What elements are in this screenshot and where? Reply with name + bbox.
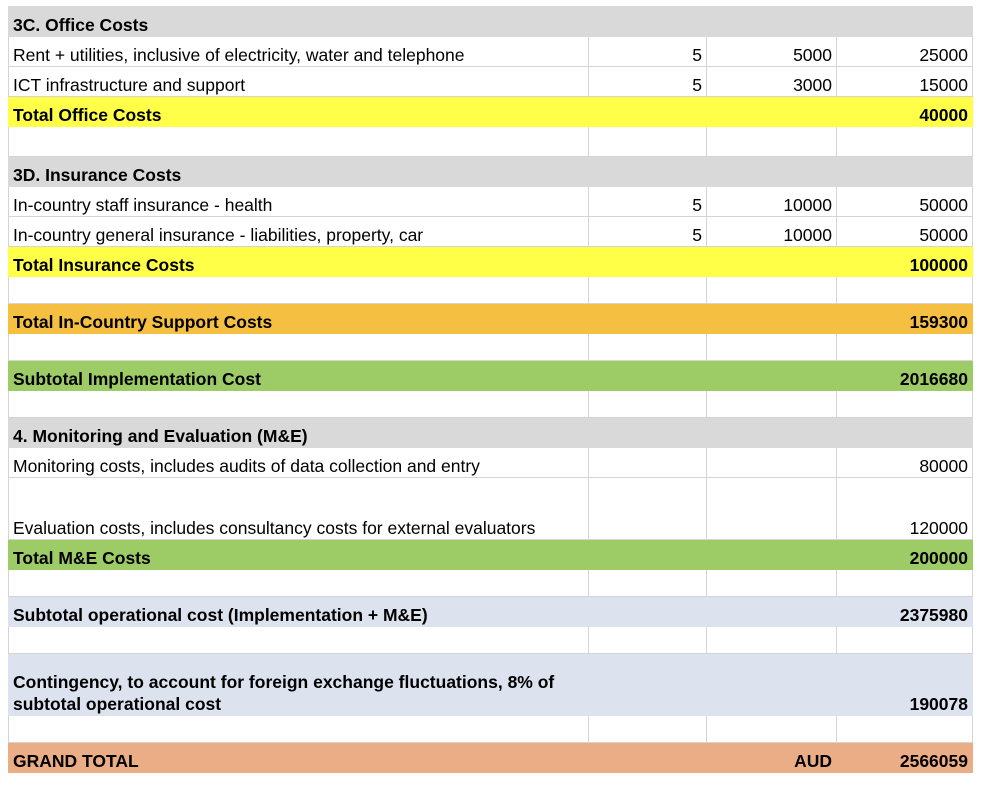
section-header-mne	[9, 418, 973, 448]
cell[interactable]	[707, 716, 837, 743]
cell[interactable]: 3C. Office Costs	[9, 7, 589, 37]
cell-total[interactable]: 50000	[837, 217, 973, 247]
total-row-insurance	[9, 247, 973, 277]
contingency-row	[9, 654, 973, 716]
cell-label[interactable]: Total M&E Costs	[9, 540, 589, 570]
cell[interactable]	[589, 391, 707, 418]
cell[interactable]	[9, 570, 589, 597]
cell[interactable]	[589, 97, 707, 127]
cell-unit-cost[interactable]: 10000	[707, 187, 837, 217]
cell[interactable]	[9, 334, 589, 361]
table-row	[9, 67, 973, 97]
cell-total[interactable]: 159300	[837, 304, 973, 334]
cell[interactable]	[707, 7, 837, 37]
empty-row	[9, 334, 973, 361]
cell[interactable]	[707, 478, 837, 540]
cell[interactable]	[707, 570, 837, 597]
cell[interactable]	[707, 277, 837, 304]
cell-unit-cost[interactable]: 5000	[707, 37, 837, 67]
empty-row	[9, 570, 973, 597]
subtotal-row-implementation	[9, 361, 973, 391]
cell[interactable]	[707, 304, 837, 334]
cell[interactable]	[9, 127, 589, 157]
grand-total-row	[9, 743, 973, 773]
cell[interactable]	[9, 716, 589, 743]
cell[interactable]	[837, 334, 973, 361]
section-header-insurance	[9, 157, 973, 187]
cell[interactable]	[9, 627, 589, 654]
cell-unit-cost[interactable]: 10000	[707, 217, 837, 247]
cell-label[interactable]: Evaluation costs, includes consultancy costs for external evaluators	[9, 478, 589, 540]
cell[interactable]	[589, 716, 707, 743]
cell-total[interactable]: 200000	[837, 540, 973, 570]
cell[interactable]	[707, 127, 837, 157]
cell[interactable]	[589, 7, 707, 37]
cell[interactable]	[707, 448, 837, 478]
cell-total[interactable]: 80000	[837, 448, 973, 478]
budget-table	[8, 6, 973, 773]
table-row	[9, 217, 973, 247]
cell-qty[interactable]: 5	[589, 67, 707, 97]
cell-label[interactable]: Monitoring costs, includes audits of data collection and entry	[9, 448, 589, 478]
cell[interactable]	[707, 654, 837, 716]
empty-row	[9, 391, 973, 418]
cell[interactable]	[589, 478, 707, 540]
cell-total[interactable]: 190078	[837, 654, 973, 716]
cell-label[interactable]: Rent + utilities, inclusive of electricity, water and telephone	[9, 37, 589, 67]
cell-label[interactable]: Total In-Country Support Costs	[9, 304, 589, 334]
cell[interactable]	[837, 627, 973, 654]
cell-label[interactable]: In-country staff insurance - health	[9, 187, 589, 217]
cell-label[interactable]: Subtotal Implementation Cost	[9, 361, 589, 391]
cell[interactable]	[589, 654, 707, 716]
table-row	[9, 478, 973, 540]
cell[interactable]	[707, 247, 837, 277]
cell-currency[interactable]: AUD	[707, 743, 837, 773]
subtotal-row-operational	[9, 597, 973, 627]
cell-qty[interactable]: 5	[589, 187, 707, 217]
cell[interactable]: 4. Monitoring and Evaluation (M&E)	[9, 418, 589, 448]
cell-label[interactable]: ICT infrastructure and support	[9, 67, 589, 97]
cell[interactable]	[589, 247, 707, 277]
cell-label[interactable]: Contingency, to account for foreign exchange fluctuations, 8% of subtotal operational cost	[9, 654, 589, 716]
cell[interactable]	[589, 597, 707, 627]
total-row-in-country-support	[9, 304, 973, 334]
cell-unit-cost[interactable]: 3000	[707, 67, 837, 97]
empty-row	[9, 716, 973, 743]
cell[interactable]	[589, 570, 707, 597]
total-row-office	[9, 97, 973, 127]
cell-total[interactable]: 50000	[837, 187, 973, 217]
cell[interactable]	[707, 391, 837, 418]
empty-row	[9, 127, 973, 157]
cell-total[interactable]: 120000	[837, 478, 973, 540]
cell[interactable]	[837, 127, 973, 157]
cell[interactable]	[589, 627, 707, 654]
cell[interactable]	[837, 418, 973, 448]
cell-qty[interactable]: 5	[589, 37, 707, 67]
cell-total[interactable]: 15000	[837, 67, 973, 97]
table-row	[9, 37, 973, 67]
cell-total[interactable]: 25000	[837, 37, 973, 67]
cell-total[interactable]: 2016680	[837, 361, 973, 391]
cell[interactable]	[707, 361, 837, 391]
cell-total[interactable]: 100000	[837, 247, 973, 277]
cell-total[interactable]: 40000	[837, 97, 973, 127]
cell[interactable]	[707, 597, 837, 627]
cell-label[interactable]: Subtotal operational cost (Implementation + M&E)	[9, 597, 589, 627]
section-header-office	[9, 7, 973, 37]
empty-row	[9, 627, 973, 654]
cell[interactable]	[589, 418, 707, 448]
cell[interactable]	[707, 540, 837, 570]
cell[interactable]	[707, 418, 837, 448]
budget-spreadsheet	[8, 6, 972, 773]
cell-total[interactable]: 2566059	[837, 743, 973, 773]
cell[interactable]	[707, 334, 837, 361]
cell[interactable]	[837, 7, 973, 37]
total-row-mne	[9, 540, 973, 570]
cell[interactable]	[589, 743, 707, 773]
empty-row	[9, 277, 973, 304]
cell[interactable]	[589, 304, 707, 334]
cell[interactable]	[837, 157, 973, 187]
cell[interactable]	[707, 97, 837, 127]
cell[interactable]	[589, 334, 707, 361]
cell-label[interactable]: In-country general insurance - liabilities, property, car	[9, 217, 589, 247]
cell[interactable]	[837, 570, 973, 597]
cell-label[interactable]: GRAND TOTAL	[9, 743, 589, 773]
cell[interactable]	[9, 391, 589, 418]
cell-label[interactable]: Total Insurance Costs	[9, 247, 589, 277]
cell[interactable]	[707, 157, 837, 187]
cell[interactable]	[589, 157, 707, 187]
cell[interactable]	[837, 716, 973, 743]
cell[interactable]	[589, 540, 707, 570]
cell[interactable]	[837, 277, 973, 304]
table-row	[9, 448, 973, 478]
cell-qty[interactable]: 5	[589, 217, 707, 247]
cell-total[interactable]: 2375980	[837, 597, 973, 627]
cell[interactable]	[9, 277, 589, 304]
cell[interactable]	[589, 448, 707, 478]
table-row	[9, 187, 973, 217]
cell[interactable]	[837, 391, 973, 418]
cell[interactable]	[707, 627, 837, 654]
cell[interactable]	[589, 127, 707, 157]
cell-label[interactable]: Total Office Costs	[9, 97, 589, 127]
cell[interactable]	[589, 277, 707, 304]
cell[interactable]: 3D. Insurance Costs	[9, 157, 589, 187]
cell[interactable]	[589, 361, 707, 391]
